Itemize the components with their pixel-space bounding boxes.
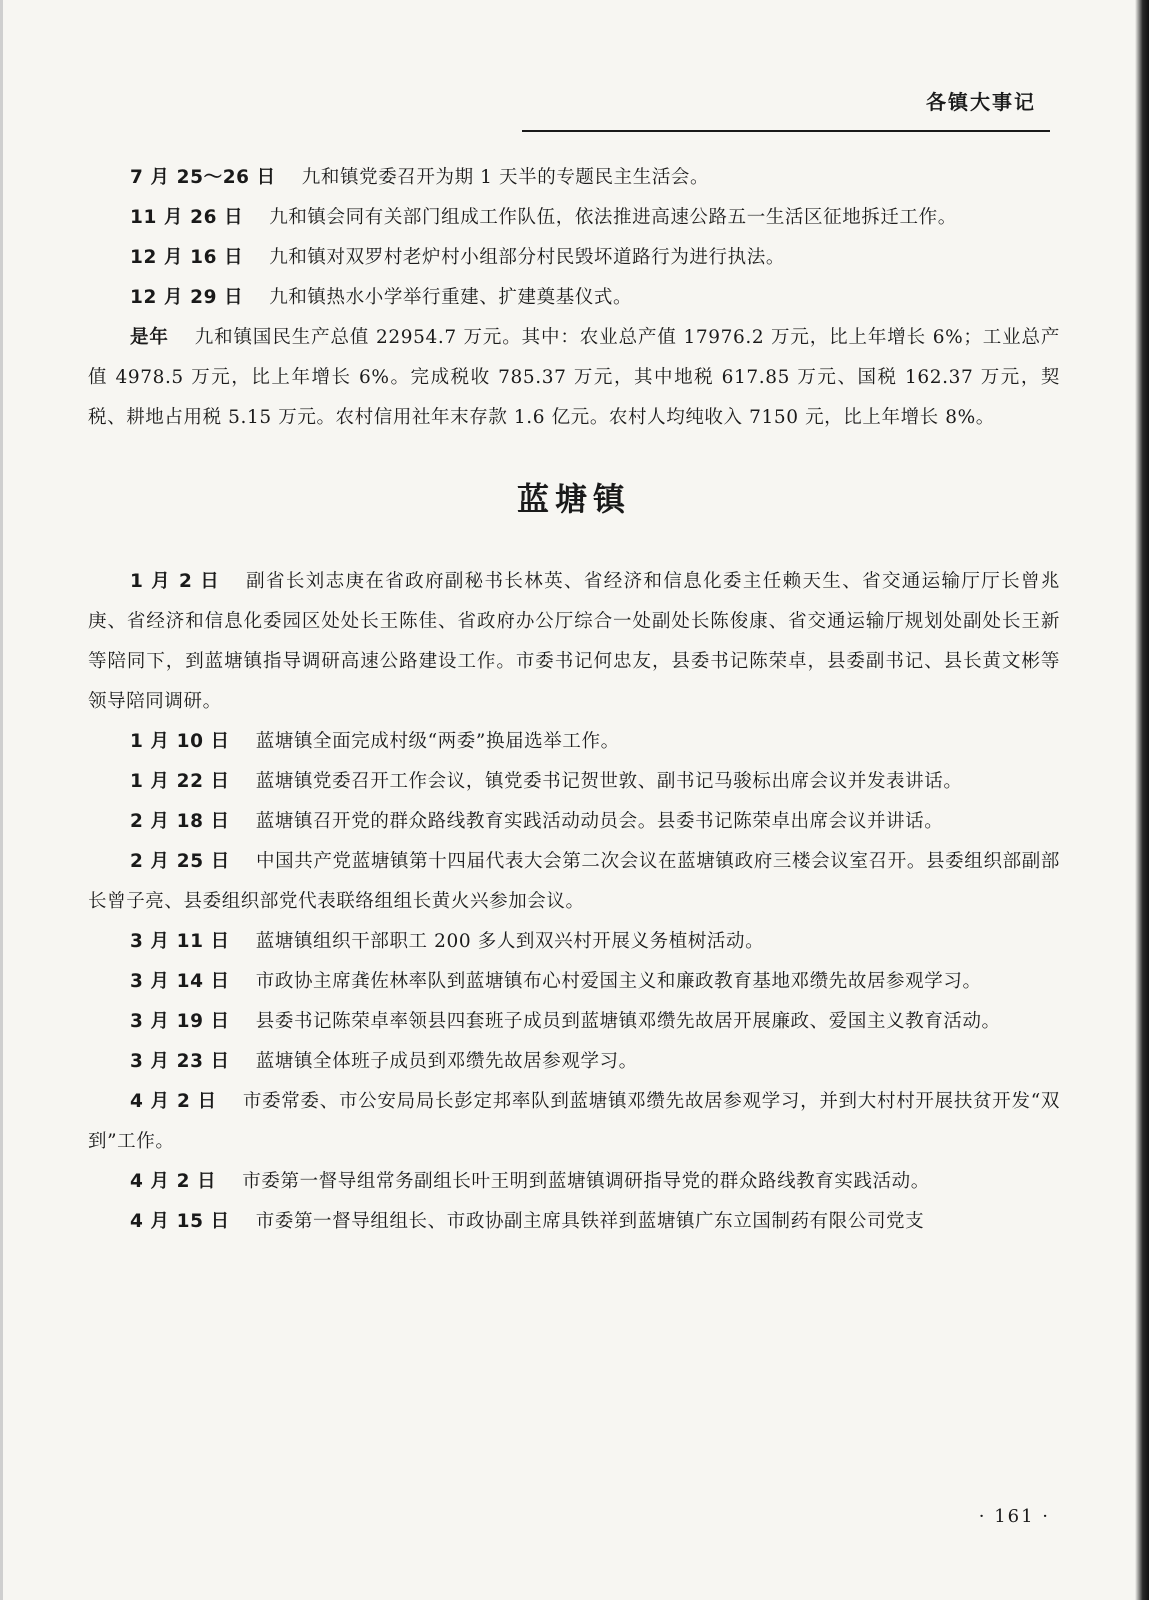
entry-date: 2 月 18 日 [130, 811, 230, 832]
entry-text: 九和镇对双罗村老炉村小组部分村民毁坏道路行为进行执法。 [269, 247, 785, 268]
entry-text: 中国共产党蓝塘镇第十四届代表大会第二次会议在蓝塘镇政府三楼会议室召开。县委组织部副部长曾子亮、县委组织部党代表联络组组长黄火兴参加会议。 [88, 851, 1060, 912]
entry-text: 九和镇会同有关部门组成工作队伍，依法推进高速公路五一生活区征地拆迁工作。 [269, 207, 957, 228]
entry-date: 1 月 22 日 [130, 771, 230, 792]
entry-text: 市委第一督导组组长、市政协副主席具铁祥到蓝塘镇广东立国制药有限公司党支 [255, 1211, 925, 1232]
entry-text: 九和镇热水小学举行重建、扩建奠基仪式。 [269, 287, 633, 308]
entry-date: 4 月 2 日 [130, 1171, 217, 1192]
entry [88, 962, 1060, 1002]
section-title: 蓝塘镇 [516, 480, 631, 518]
entry-text: 九和镇党委召开为期 1 天半的专题民主生活会。 [301, 167, 710, 188]
entry-text: 县委书记陈荣卓率领县四套班子成员到蓝塘镇邓缵先故居开展廉政、爱国主义教育活动。 [255, 1011, 1001, 1032]
entry [88, 842, 1060, 922]
entry [88, 198, 1060, 238]
entry [88, 802, 1060, 842]
entry-date: 4 月 2 日 [130, 1091, 217, 1112]
entry-date: 12 月 29 日 [130, 287, 244, 308]
entry [88, 1082, 1060, 1162]
entry-text: 蓝塘镇党委召开工作会议，镇党委书记贺世敦、副书记马骏标出席会议并发表讲话。 [255, 771, 963, 792]
entry-date: 4 月 15 日 [130, 1211, 230, 1232]
entry [88, 722, 1060, 762]
entry-text: 市委常委、市公安局局长彭定邦率队到蓝塘镇邓缵先故居参观学习，并到大村村开展扶贫开发“双到”工作。 [88, 1091, 1060, 1152]
entry-date: 12 月 16 日 [130, 247, 244, 268]
entry [88, 158, 1060, 198]
entry [88, 1042, 1060, 1082]
entry-text: 市委第一督导组常务副组长叶王明到蓝塘镇调研指导党的群众路线教育实践活动。 [242, 1171, 930, 1192]
entry [88, 1002, 1060, 1042]
header-rule [522, 130, 1050, 132]
running-head: 各镇大事记 [926, 90, 1036, 114]
entry [88, 922, 1060, 962]
entry-date: 是年 [130, 327, 169, 348]
scan-edge-left [0, 0, 3, 1600]
page-number: · 161 · [978, 1506, 1050, 1527]
entry [88, 238, 1060, 278]
page-content [88, 158, 1060, 1242]
entry-date: 1 月 10 日 [130, 731, 230, 752]
entry-date: 2 月 25 日 [130, 851, 230, 872]
entry-text: 蓝塘镇全体班子成员到邓缵先故居参观学习。 [255, 1051, 638, 1072]
entry-text: 蓝塘镇召开党的群众路线教育实践活动动员会。县委书记陈荣卓出席会议并讲话。 [255, 811, 944, 832]
entry-text: 蓝塘镇全面完成村级“两委”换届选举工作。 [255, 731, 620, 752]
entry-date: 11 月 26 日 [130, 207, 244, 228]
entry [88, 1162, 1060, 1202]
entry-text: 蓝塘镇组织干部职工 200 多人到双兴村开展义务植树活动。 [255, 931, 765, 952]
entry-date: 3 月 23 日 [130, 1051, 230, 1072]
scan-edge-right [1135, 0, 1149, 1600]
entry-date: 7 月 25～26 日 [130, 167, 276, 188]
entry-text: 市政协主席龚佐林率队到蓝塘镇布心村爱国主义和廉政教育基地邓缵先故居参观学习。 [255, 971, 982, 992]
entry-text: 副省长刘志庚在省政府副秘书长林英、省经济和信息化委主任赖天生、省交通运输厅厅长曾兆庚、省经济和信息化委园区处处长王陈佳、省政府办公厅综合一处副处长陈俊康、省交通运输厅规划处副处长王新等陪同下，到蓝塘镇指导调研高速公路建设工作。市委书记何忠友，县委书记陈荣卓，县委副书记、县长黄文彬等领导陪同调研。 [88, 571, 1060, 712]
entry [88, 1202, 1060, 1242]
entry [88, 278, 1060, 318]
entry-date: 1 月 2 日 [130, 571, 221, 592]
entry [88, 318, 1060, 438]
entry-text: 九和镇国民生产总值 22954.7 万元。其中：农业总产值 17976.2 万元，比上年增长 6%；工业总产值 4978.5 万元，比上年增长 6%。完成税收 785.37 万元，其中地税 617.85 万元、国税 162.37 万元，契税、耕地占用税 5.15 万元。农村信用社年末存款 1.6 亿元。农村人均纯收入 7150 元，比上年增长 8%。 [88, 327, 1060, 428]
entry [88, 562, 1060, 722]
entry-date: 3 月 14 日 [130, 971, 230, 992]
entry [88, 762, 1060, 802]
entry-date: 3 月 19 日 [130, 1011, 230, 1032]
entry-date: 3 月 11 日 [130, 931, 230, 952]
